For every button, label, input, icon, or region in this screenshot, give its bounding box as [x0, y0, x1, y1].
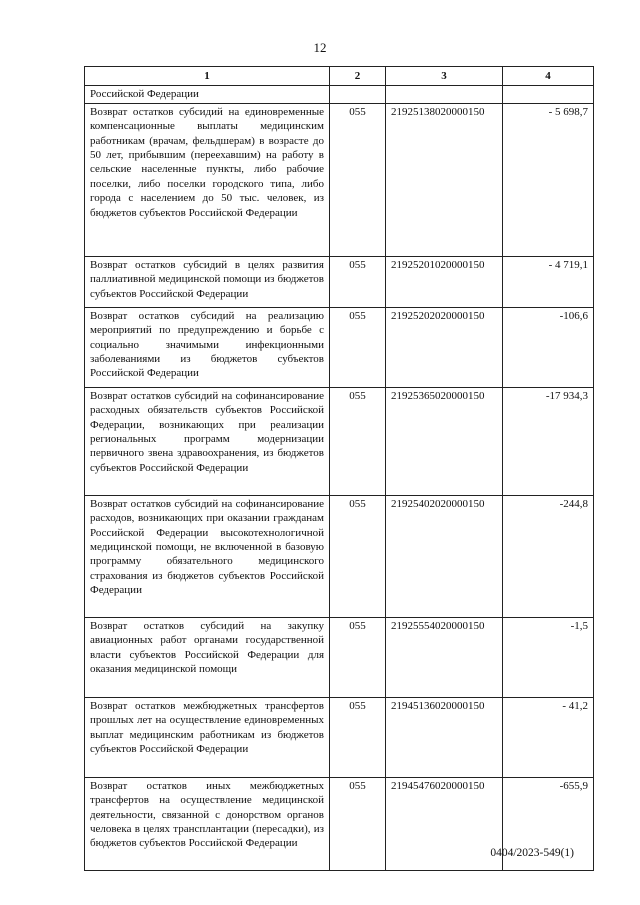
table-row [85, 617, 594, 697]
row-amount: -1,5 [503, 617, 594, 697]
row-description: Возврат остатков субсидий на закупку авиационных работ органами государственной власти субъектов Российской Федерации для оказания медицинской помощи [85, 617, 330, 697]
row-chapter: 055 [330, 777, 386, 870]
row-amount: -17 934,3 [503, 387, 594, 495]
page-number: 12 [313, 40, 327, 55]
row-amount: - 5 698,7 [503, 103, 594, 256]
row-code: 21925201020000150 [386, 256, 503, 307]
row-description: Возврат остатков субсидий на единовременные компенсационные выплаты медицинским работникам (врачам, фельдшерам) в возрасте до 50 лет, прибывшим (переехавшим) на работу в сельские населенные пункты, либо рабочие поселки, либо поселки городского типа, либо города с населением до 50 тыс. человек, из бюджетов субъектов Российской Федерации [85, 103, 330, 256]
row-code: 21945136020000150 [386, 697, 503, 777]
header-col-4: 4 [503, 67, 594, 86]
document-code: 0404/2023-549(1) [490, 847, 574, 859]
row-amount: -655,9 [503, 777, 594, 870]
row-amount: -106,6 [503, 307, 594, 387]
row-description: Возврат остатков иных межбюджетных трансфертов на осуществление медицинской деятельности, связанной с донорством органов человека в целях трансплантации (пересадки), из бюджетов субъектов Российской Федерации [85, 777, 330, 870]
row-description: Возврат остатков субсидий на софинансирование расходных обязательств субъектов Российской Федерации, возникающих при реализации региональных программ модернизации первичного звена здравоохранения, из бюджетов субъектов Российской Федерации [85, 387, 330, 495]
row-code: 21925365020000150 [386, 387, 503, 495]
row-description: Возврат остатков субсидий на софинансирование расходов, возникающих при оказании гражданам Российской Федерации высокотехнологичной медицинской помощи, не включенной в базовую программу обязательного медицинского страхования из бюджетов субъектов Российской Федерации [85, 495, 330, 617]
row-code: 21925554020000150 [386, 617, 503, 697]
row-chapter: 055 [330, 387, 386, 495]
table-row [85, 495, 594, 617]
row-amount: - 41,2 [503, 697, 594, 777]
table-row [85, 256, 594, 307]
table-row [85, 697, 594, 777]
row-code: 21925402020000150 [386, 495, 503, 617]
row-chapter: 055 [330, 697, 386, 777]
header-col-2: 2 [330, 67, 386, 86]
row-description: Возврат остатков межбюджетных трансфертов прошлых лет на осуществление единовременных выплат медицинским работникам из бюджетов субъектов Российской Федерации [85, 697, 330, 777]
row-code: 21925138020000150 [386, 103, 503, 256]
table-header-row [85, 67, 594, 86]
row-amount: -244,8 [503, 495, 594, 617]
budget-table [84, 66, 594, 871]
row-chapter: 055 [330, 617, 386, 697]
row-code: 21945476020000150 [386, 777, 503, 870]
row-chapter: 055 [330, 495, 386, 617]
row-code: 21925202020000150 [386, 307, 503, 387]
row-description: Возврат остатков субсидий на реализацию мероприятий по предупреждению и борьбе с социально значимыми инфекционными заболеваниями из бюджетов субъектов Российской Федерации [85, 307, 330, 387]
row-chapter: 055 [330, 256, 386, 307]
table-row [85, 387, 594, 495]
header-col-3: 3 [386, 67, 503, 86]
continuation-row [85, 86, 594, 103]
row-chapter: 055 [330, 103, 386, 256]
continuation-text: Российской Федерации [85, 86, 330, 103]
table-row [85, 307, 594, 387]
row-description: Возврат остатков субсидий в целях развития паллиативной медицинской помощи из бюджетов субъектов Российской Федерации [85, 256, 330, 307]
header-col-1: 1 [85, 67, 330, 86]
row-amount: - 4 719,1 [503, 256, 594, 307]
row-chapter: 055 [330, 307, 386, 387]
table-row [85, 103, 594, 256]
